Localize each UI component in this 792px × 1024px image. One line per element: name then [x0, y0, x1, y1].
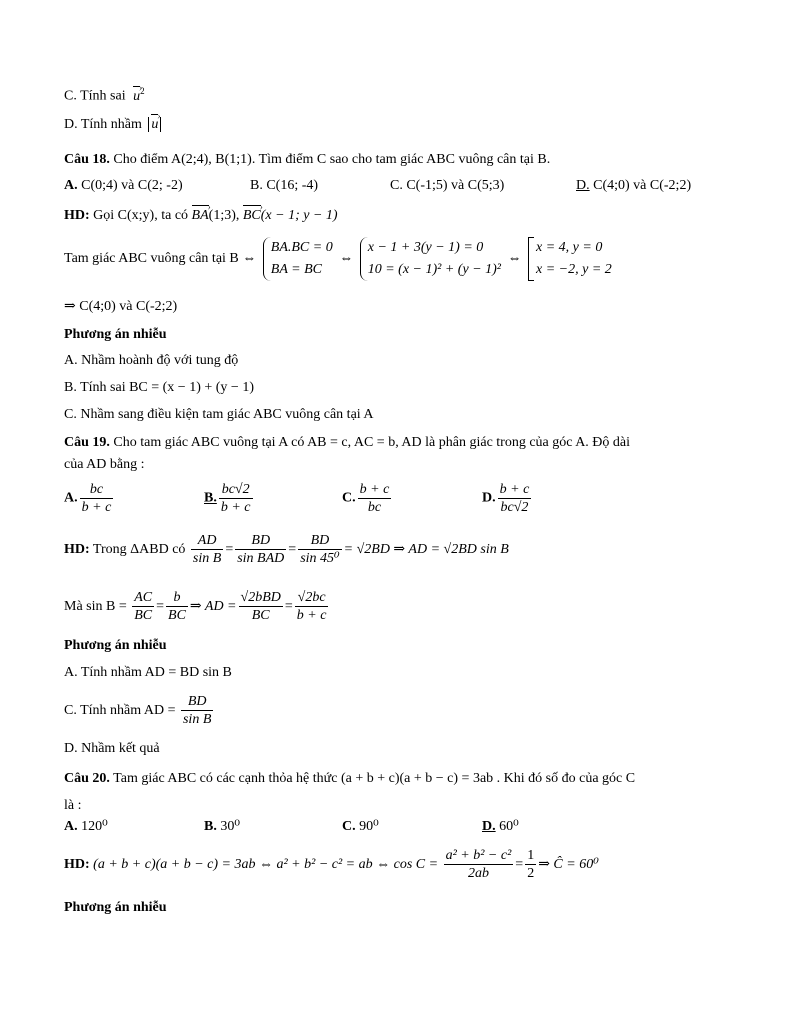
q19-hd-frac-1	[191, 532, 223, 567]
q19-b-label: B.	[204, 490, 217, 506]
q20-question-line-2: là :	[64, 798, 82, 813]
equals: =	[225, 542, 234, 557]
option-c-line	[64, 82, 145, 106]
den: 2	[527, 866, 535, 882]
q18-distractor-a: A. Nhầm hoành độ với tung độ	[64, 353, 239, 368]
q20-hd-frac-2	[525, 847, 536, 882]
num: bc	[80, 481, 114, 499]
q18-a: C(0;4) và C(2; -2)	[81, 178, 183, 193]
q19-ma-frac-4	[295, 589, 329, 624]
q18-a-label: A.	[64, 178, 78, 193]
num: bc√2	[219, 481, 253, 499]
den: bc	[367, 500, 382, 515]
system-3-line-1: x = 4, y = 0	[536, 240, 603, 255]
q20-text-1: Tam giác ABC có các cạnh thỏa hệ thức (a + b + c)(a + b − c) = 3ab . Khi đó số đo của góc C	[113, 771, 636, 786]
q19-c-fraction	[358, 481, 392, 516]
q18-b: B. C(16; -4)	[250, 178, 319, 193]
q19-distractor-c-text: C. Tính nhầm AD =	[64, 703, 176, 718]
q18-d: C(4;0) và C(-2;2)	[593, 178, 692, 193]
den: sin 45⁰	[300, 551, 340, 567]
q19-hd-tail: = √2BD ⇒ AD = √2BD sin B	[343, 542, 509, 557]
option-c-text: C. Tính sai	[64, 88, 126, 104]
q20-hd-text: (a + b + c)(a + b − c) = 3ab ⇔ a² + b² − c² = ab ⇔ cos C =	[93, 857, 439, 872]
q19-distractor-a: A. Tính nhầm AD = BD sin B	[64, 665, 232, 680]
den: BC	[134, 608, 153, 624]
equals: =	[284, 599, 293, 614]
q19-distractor-d: D. Nhầm kết quả	[64, 741, 160, 756]
num: BD	[181, 693, 213, 711]
num: a² + b² − c²	[445, 848, 512, 864]
q18-distractor-title: Phương án nhiễu	[64, 327, 167, 342]
q18-hd-label: HD:	[64, 208, 90, 223]
q18-c: C. C(-1;5) và C(5;3)	[390, 178, 505, 193]
q19-hd-frac-3	[298, 532, 341, 567]
q18-distractor-c: C. Nhầm sang điều kiện tam giác ABC vuông cân tại A	[64, 407, 374, 422]
system-3-line-2: x = −2, y = 2	[536, 262, 612, 277]
den: b + c	[220, 500, 251, 515]
q20-c-label: C.	[342, 819, 356, 834]
q19-ma-mid: ⇒ AD =	[189, 599, 237, 614]
iff-symbol: ⇔	[339, 251, 354, 267]
q20-options	[64, 818, 744, 836]
q19-b-fraction	[219, 481, 253, 516]
q19-hd-frac-2	[235, 532, 286, 567]
q19-ma	[64, 588, 330, 626]
den: 2ab	[467, 866, 489, 882]
q18-sys-intro: Tam giác ABC vuông cân tại B ⇔	[64, 251, 257, 267]
superscript: 2	[140, 86, 145, 96]
q19-ma-frac-1	[132, 589, 154, 624]
vector-bc-value: (x − 1; y − 1)	[260, 208, 338, 223]
vector-ba: BA ›	[192, 207, 209, 225]
den: b + c	[296, 608, 327, 624]
num: b	[166, 589, 188, 607]
system-2-line-2: 10 = (x − 1)² + (y − 1)²	[367, 262, 501, 277]
system-1-line-1: BA.BC = 0	[270, 240, 333, 255]
q20-d-label: D.	[482, 819, 496, 834]
q19-c-label: C.	[342, 490, 356, 506]
q20-hd-frac-1	[444, 847, 514, 882]
q19-ma-frac-3	[239, 589, 283, 624]
q19-hd	[64, 531, 509, 569]
num: BD	[298, 532, 341, 550]
den: BC	[251, 608, 270, 624]
q19-a-fraction	[80, 481, 114, 516]
system-1	[263, 237, 333, 281]
num: √2bBD	[240, 590, 281, 606]
q18-distractor-b: B. Tính sai BC = (x − 1) + (y − 1)	[64, 380, 254, 395]
q20-hd: HD: (a + b + c)(a + b − c) = 3ab ⇔ a² + b² − c² = ab ⇔ cos C = $\frac{\text{a² + b² − c²}}{2ab}$ = $\frac{1}{2}$ ⇒ Ĉ = 60⁰	[64, 848, 599, 882]
q18-d-label: D.	[576, 178, 590, 193]
q19-options	[64, 481, 744, 523]
q19-d-fraction	[498, 481, 532, 516]
q18-options	[64, 177, 744, 195]
q20-question-line-1	[64, 770, 635, 788]
q20-distractor-title: Phương án nhiễu	[64, 900, 167, 915]
equals: =	[156, 599, 165, 614]
q19-question-line-1	[64, 434, 630, 452]
q20-hd-tail: ⇒ Ĉ = 60⁰	[538, 857, 599, 872]
num: AC	[134, 590, 153, 606]
den: bc√2	[500, 500, 529, 515]
q18-question	[64, 151, 550, 169]
vector-u-abs: u ›	[151, 116, 158, 134]
den: b + c	[81, 500, 112, 515]
num: 1	[527, 848, 535, 864]
den: BC	[168, 608, 186, 624]
q19-distractor-c	[64, 692, 215, 730]
equals: =	[288, 542, 297, 557]
system-3	[528, 237, 612, 281]
num: √2bc	[295, 589, 329, 607]
system-1-line-2: BA = BC	[270, 262, 322, 277]
q19-ma-frac-2	[166, 589, 188, 624]
q19-ma-text: Mà sin B =	[64, 599, 127, 614]
iff-symbol-2: ⇔	[507, 251, 522, 267]
q18-hd-text: Gọi C(x;y), ta có	[93, 208, 189, 223]
q20-b: 30⁰	[220, 819, 240, 834]
q20-a-label: A.	[64, 819, 78, 834]
num: b + c	[359, 482, 390, 497]
q19-label: Câu 19.	[64, 435, 110, 450]
q19-distractor-title: Phương án nhiễu	[64, 638, 167, 653]
vector-bc: BC ›	[243, 207, 261, 225]
q20-hd-label: HD:	[64, 857, 90, 872]
q20-c: 90⁰	[359, 819, 379, 834]
q20-b-label: B.	[204, 819, 217, 834]
num: BD	[235, 532, 286, 550]
system-2	[360, 237, 501, 281]
q19-hd-label: HD:	[64, 542, 90, 557]
q18-conclusion: ⇒ C(4;0) và C(-2;2)	[64, 299, 178, 314]
q19-d-label: D.	[482, 490, 496, 506]
q19-hd-text: Trong ΔABD có	[92, 542, 186, 557]
q18-system	[64, 237, 615, 281]
vector-u: u ›	[133, 88, 140, 106]
q20-d: 60⁰	[499, 819, 519, 834]
option-d-text: D. Tính nhầm	[64, 117, 142, 132]
q19-question-line-2: của AD bằng :	[64, 457, 145, 472]
system-2-line-1: x − 1 + 3(y − 1) = 0	[367, 240, 484, 255]
q20-label: Câu 20.	[64, 771, 110, 786]
den: sin B	[182, 712, 212, 728]
q18-label: Câu 18.	[64, 152, 110, 167]
vector-ba-value: (1;3),	[208, 208, 240, 223]
q18-hd	[64, 207, 338, 225]
option-d-line	[64, 116, 161, 134]
q19-distractor-c-frac	[181, 693, 213, 728]
q19-a-label: A.	[64, 490, 78, 506]
den: sin BAD	[237, 551, 285, 567]
den: sin B	[192, 551, 222, 567]
num: b + c	[499, 482, 530, 497]
q20-a: 120⁰	[81, 819, 108, 834]
q18-text: Cho điểm A(2;4), B(1;1). Tìm điểm C sao cho tam giác ABC vuông cân tại B.	[113, 152, 551, 167]
num: AD	[191, 532, 223, 550]
q19-text-1: Cho tam giác ABC vuông tại A có AB = c, AC = b, AD là phân giác trong của góc A. Độ dài	[113, 435, 631, 450]
